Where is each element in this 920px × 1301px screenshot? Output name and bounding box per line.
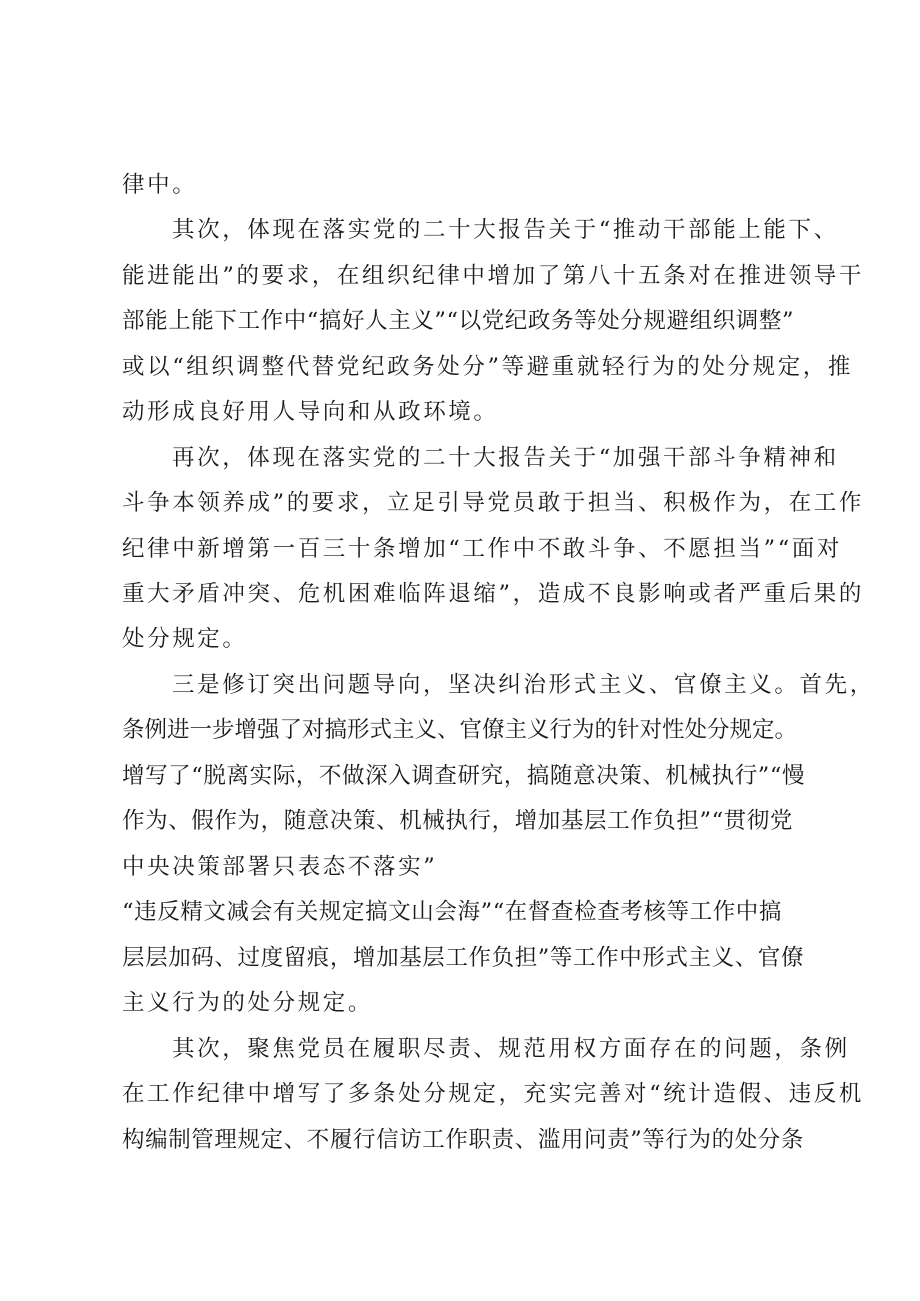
text-line: 构编制管理规定、不履行信访工作职责、滥用问责”等行为的处分条 xyxy=(122,1127,805,1153)
text-line: 动形成良好用人导向和从政环境。 xyxy=(122,399,499,425)
text-line: 纪律中新增第一百三十条增加“工作中不敢斗争、不愿担当”“面对 xyxy=(122,536,843,562)
paragraph-first-line: 其次，体现在落实党的二十大报告关于“推动干部能上能下、 xyxy=(172,217,839,243)
text-line: 作为、假作为，随意决策、机械执行，增加基层工作负担”“贯彻党 xyxy=(122,808,794,834)
text-line: 主义行为的处分规定。 xyxy=(122,990,374,1016)
text-line: 处分规定。 xyxy=(122,626,248,652)
text-line: 增写了“脱离实际，不做深入调查研究，搞随意决策、机械执行”“慢 xyxy=(122,763,806,789)
paragraph-first-line: 再次，体现在落实党的二十大报告关于“加强干部斗争精神和 xyxy=(172,445,839,471)
text-line: 律中。 xyxy=(122,172,198,198)
text-line: 层层加码、过度留痕，增加基层工作负担”等工作中形式主义、官僚 xyxy=(122,945,805,971)
text-line: 能进能出”的要求，在组织纪律中增加了第八十五条对在推进领导干 xyxy=(122,263,865,289)
text-line: 条例进一步增强了对搞形式主义、官僚主义行为的针对性处分规定。 xyxy=(122,717,798,743)
text-line: 或以“组织调整代替党纪政务处分”等避重就轻行为的处分规定，推 xyxy=(122,354,854,380)
text-line: 部能上能下工作中“搞好人主义”“以党纪政务等处分规避组织调整” xyxy=(122,308,795,334)
text-line: 中央决策部署只表态不落实” xyxy=(122,854,438,880)
text-line: 在工作纪律中增写了多条处分规定，充实完善对“统计造假、违反机 xyxy=(122,1081,865,1107)
text-line: 重大矛盾冲突、危机困难临阵退缩”，造成不良影响或者严重后果的 xyxy=(122,581,865,607)
text-line: “违反精文减会有关规定搞文山会海”“在督查检查考核等工作中搞 xyxy=(122,899,783,925)
paragraph-first-line: 其次，聚焦党员在履职尽责、规范用权方面存在的问题，条例 xyxy=(172,1036,850,1062)
paragraph-first-line: 三是修订突出问题导向，坚决纠治形式主义、官僚主义。首先， xyxy=(172,672,875,698)
text-line: 斗争本领养成”的要求，立足引导党员敢于担当、积极作为，在工作 xyxy=(122,490,865,516)
